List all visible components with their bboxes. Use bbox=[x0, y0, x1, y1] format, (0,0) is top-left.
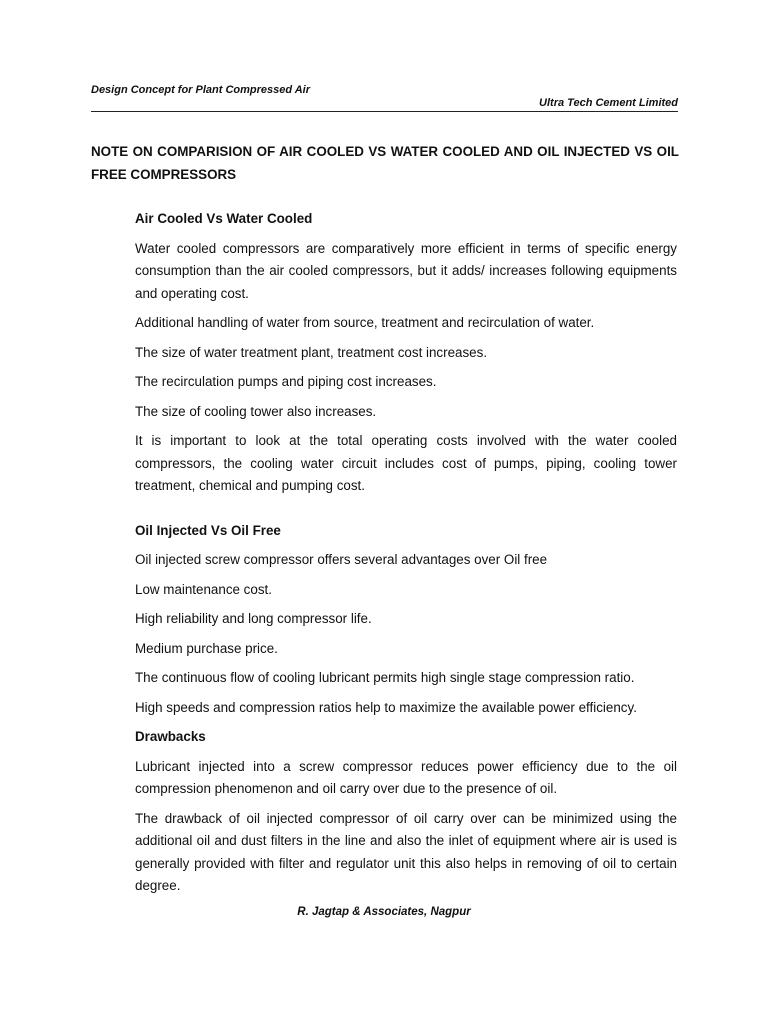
paragraph: Medium purchase price. bbox=[135, 640, 278, 656]
document-body bbox=[135, 208, 677, 905]
paragraph: It is important to look at the total operating costs involved with the water cooled compressors, the cooling water circuit includes cost of pumps, piping, cooling tower treatment, chemical and pumping cost. bbox=[135, 433, 677, 493]
paragraph: Lubricant injected into a screw compressor reduces power efficiency due to the oil compression phenomenon and oil carry over due to the presence of oil. bbox=[135, 758, 677, 796]
paragraph: Additional handling of water from source, treatment and recirculation of water. bbox=[135, 315, 595, 330]
paragraph: Water cooled compressors are comparatively more efficient in terms of specific energy consumption than the air cooled compressors, but it adds/ increases following equipments and operating cost. bbox=[135, 240, 677, 301]
paragraph: The continuous flow of cooling lubricant permits high single stage compression ratio. bbox=[135, 670, 635, 685]
paragraph: High speeds and compression ratios help to maximize the available power efficiency. bbox=[135, 699, 637, 715]
section-heading-oil-injected-vs-oil-free: Oil Injected Vs Oil Free bbox=[135, 522, 281, 538]
header-company-name: Ultra Tech Cement Limited bbox=[539, 97, 678, 109]
header-document-subject: Design Concept for Plant Compressed Air bbox=[91, 84, 311, 96]
document-title: NOTE ON COMPARISION OF AIR COOLED VS WATER COOLED AND OIL INJECTED VS OIL FREE COMPRESSORS bbox=[91, 144, 679, 182]
section-heading-air-vs-water: Air Cooled Vs Water Cooled bbox=[135, 211, 313, 226]
section-spacer bbox=[135, 505, 677, 520]
footer-author: R. Jagtap & Associates, Nagpur bbox=[297, 906, 471, 918]
header-rule bbox=[91, 111, 678, 112]
paragraph: Oil injected screw compressor offers several advantages over Oil free bbox=[135, 552, 548, 567]
paragraph: High reliability and long compressor life. bbox=[135, 611, 372, 626]
paragraph: The size of water treatment plant, treatment cost increases. bbox=[135, 344, 488, 360]
paragraph: Low maintenance cost. bbox=[135, 581, 272, 597]
paragraph: The drawback of oil injected compressor of oil carry over can be minimized using the additional oil and dust filters in the line and also the inlet of equipment where air is used is generally provided with filter and regulator unit this also helps in removing of oil to certain degree. bbox=[135, 810, 677, 893]
paragraph: The recirculation pumps and piping cost increases. bbox=[135, 374, 437, 389]
paragraph: The size of cooling tower also increases. bbox=[135, 403, 377, 419]
section-heading-drawbacks: Drawbacks bbox=[135, 729, 206, 744]
